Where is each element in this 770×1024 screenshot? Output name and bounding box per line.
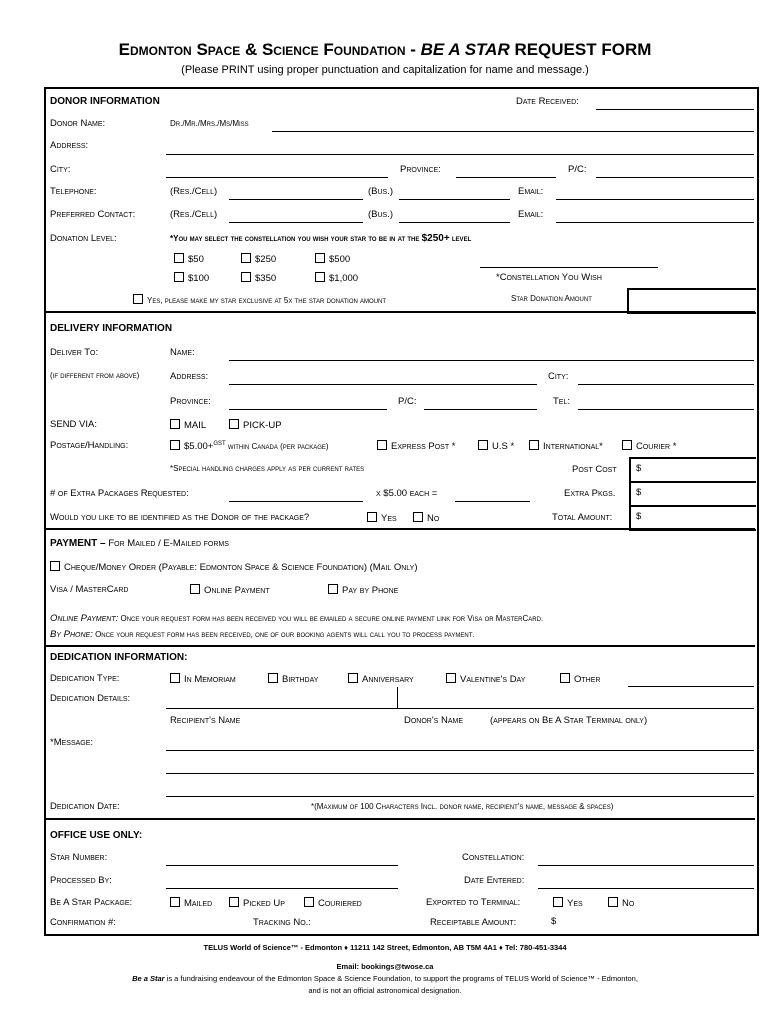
- footer-be-a-star: Be a Star: [132, 974, 165, 983]
- res-cell-field[interactable]: [229, 199, 363, 200]
- international-label: International*: [543, 441, 603, 452]
- message-line-2[interactable]: [166, 773, 754, 774]
- footer-disclaimer: [0, 974, 770, 983]
- yes-label: Yes: [381, 513, 397, 524]
- page-title: [0, 40, 770, 60]
- delivery-name-field[interactable]: [229, 360, 754, 361]
- checkbox-icon[interactable]: [174, 272, 184, 282]
- online-payment-option[interactable]: [190, 584, 270, 596]
- constellation-level: level: [449, 234, 472, 243]
- donation-level-label: Donation Level:: [50, 233, 117, 244]
- delivery-city-field[interactable]: [578, 384, 754, 385]
- star-donation-amount-label: Star Donation Amount: [511, 294, 592, 303]
- exported-yes-option[interactable]: [553, 897, 583, 909]
- deliver-to-label: Deliver To:: [50, 347, 99, 358]
- couriered-option[interactable]: [304, 897, 362, 909]
- extra-pkgs-dollar: $: [636, 487, 642, 498]
- delivery-tel-label: Tel:: [553, 396, 571, 407]
- phone-note-text: Once your request form has been received, one of our booking agents will call you to process payment.: [92, 630, 475, 639]
- if-different-label: (if different from above): [50, 371, 140, 380]
- pc-label: P/C:: [568, 164, 587, 175]
- dedication-details-label: Dedication Details:: [50, 693, 131, 704]
- footer-fundraising: is a fundraising endeavour of the Edmonton Space & Science Foundation, to support the programs of TELUS World of Science™ - Edmonton,: [164, 974, 638, 983]
- couriered-label: Couriered: [318, 898, 362, 909]
- constellation-amount: $250+: [421, 233, 450, 244]
- express-label: Express Post *: [391, 441, 456, 452]
- checkbox-icon[interactable]: [190, 584, 200, 594]
- special-handling-note: *Special handling charges apply as per current rates: [170, 464, 365, 473]
- online-note-text: Once your request form has been received you will be emailed a secure online payment link for Visa or MasterCard.: [118, 614, 544, 623]
- date-entered-label: Date Entered:: [464, 875, 525, 886]
- checkbox-icon[interactable]: [133, 294, 143, 304]
- receiptable-label: Receiptable Amount:: [430, 917, 517, 928]
- checkbox-icon[interactable]: [315, 272, 325, 282]
- extra-packages-field[interactable]: [229, 501, 363, 502]
- recipient-name-label: Recipient's Name: [170, 715, 241, 726]
- canada-price: $5.00+: [184, 441, 214, 452]
- donor-titles: Dr./Mr./Mrs./Ms/Miss: [170, 119, 249, 128]
- other-field[interactable]: [628, 686, 754, 687]
- amount-100[interactable]: [174, 272, 209, 284]
- online-note-label: Online Payment:: [50, 613, 119, 624]
- mail-label: MAIL: [184, 420, 207, 431]
- checkbox-icon[interactable]: [622, 440, 632, 450]
- section-divider: [44, 645, 755, 647]
- post-cost-field[interactable]: [629, 457, 756, 483]
- checkbox-icon[interactable]: [328, 584, 338, 594]
- identified-yes-option[interactable]: [367, 512, 397, 524]
- phone-payment-note: [50, 629, 475, 640]
- in-memoriam-option[interactable]: [170, 673, 236, 685]
- constellation-note: [170, 233, 471, 244]
- delivery-pc-field[interactable]: [424, 409, 537, 410]
- footer-address: TELUS World of Science™ - Edmonton ♦ 11211 142 Street, Edmonton, AB T5M 4A1 ♦ Tel: 780-451-3344: [203, 943, 567, 952]
- checkbox-icon[interactable]: [446, 673, 456, 683]
- date-received-field[interactable]: [596, 109, 754, 110]
- title-rest: REQUEST FORM: [509, 40, 652, 59]
- amount-1000[interactable]: [315, 272, 358, 284]
- gst-label: GST: [213, 440, 226, 447]
- checkbox-icon[interactable]: [348, 673, 358, 683]
- canada-text: within Canada (per package): [225, 442, 329, 451]
- confirmation-label: Confirmation #:: [50, 917, 116, 928]
- constellation-wish-label: *Constellation You Wish: [496, 272, 602, 283]
- footer-email: Email: bookings@twose.ca: [336, 962, 434, 971]
- delivery-province-field[interactable]: [229, 409, 387, 410]
- amount-label: $50: [188, 254, 204, 265]
- star-number-label: Star Number:: [50, 852, 108, 863]
- office-heading: OFFICE USE ONLY:: [50, 830, 143, 841]
- delivery-heading: DELIVERY INFORMATION: [50, 323, 173, 334]
- province-label: Province:: [400, 164, 441, 175]
- constellation-wish-field[interactable]: [480, 267, 658, 268]
- courier-label: Courier *: [636, 441, 677, 452]
- delivery-city-label: City:: [548, 371, 569, 382]
- delivery-pc-label: P/C:: [398, 396, 417, 407]
- cheque-label: Cheque/Money Order (Payable: Edmonton Space & Science Foundation) (Mail Only): [64, 562, 418, 573]
- checkbox-icon[interactable]: [50, 561, 60, 571]
- details-divider: [397, 687, 398, 708]
- dedication-date-label: Dedication Date:: [50, 801, 120, 812]
- checkbox-icon[interactable]: [304, 897, 314, 907]
- identified-no-option[interactable]: [413, 512, 439, 524]
- city-field[interactable]: [166, 177, 388, 178]
- postage-us-option[interactable]: [478, 440, 514, 452]
- postage-express-option[interactable]: [377, 440, 455, 452]
- amount-500[interactable]: [315, 253, 350, 265]
- donors-name-label: Donor's Name: [404, 715, 464, 726]
- delivery-address-label: Address:: [170, 371, 209, 382]
- checkbox-icon[interactable]: [413, 512, 423, 522]
- total-amount-dollar: $: [636, 511, 642, 522]
- extra-pkgs-label: Extra Pkgs.: [564, 488, 616, 499]
- dedication-heading: DEDICATION INFORMATION:: [50, 652, 188, 663]
- send-mail-option[interactable]: [170, 419, 206, 431]
- receiptable-dollar: $: [551, 916, 557, 927]
- exclusive-option[interactable]: [133, 294, 386, 305]
- donor-heading: DONOR INFORMATION: [50, 96, 160, 107]
- delivery-address-field[interactable]: [229, 384, 537, 385]
- post-cost-label: Post Cost: [572, 464, 617, 475]
- identified-question: Would you like to be identified as the Donor of the package?: [50, 512, 310, 523]
- extra-pkgs-field[interactable]: [629, 481, 756, 507]
- checkbox-icon[interactable]: [377, 440, 387, 450]
- section-divider: [44, 311, 755, 313]
- bus-label: (Bus.): [368, 186, 394, 197]
- preferred-res-label: (Res./Cell): [170, 209, 218, 220]
- other-option[interactable]: [560, 673, 600, 685]
- donor-name-field[interactable]: [272, 131, 754, 132]
- address-field-1[interactable]: [166, 154, 754, 155]
- valentines-option[interactable]: [446, 673, 525, 685]
- donor-name-label: Donor Name:: [50, 118, 106, 129]
- processed-by-label: Processed By:: [50, 875, 112, 886]
- send-pickup-option[interactable]: [229, 419, 282, 431]
- footer-not-official: and is not an official astronomical designation.: [308, 986, 462, 995]
- phone-note-label: By Phone:: [50, 629, 93, 640]
- preferred-res-field[interactable]: [229, 222, 363, 223]
- bus-field[interactable]: [399, 199, 510, 200]
- amount-250[interactable]: [241, 253, 276, 265]
- appears-note: (appears on Be A Star Terminal only): [490, 715, 648, 726]
- dedication-type-label: Dedication Type:: [50, 673, 120, 684]
- recipient-name-field[interactable]: [166, 708, 754, 709]
- no-label: No: [427, 513, 440, 524]
- checkbox-icon[interactable]: [170, 419, 180, 429]
- title-italic: BE A STAR: [420, 40, 510, 59]
- valentines-label: Valentine's Day: [460, 674, 526, 685]
- pickup-label: PICK-UP: [243, 420, 282, 431]
- delivery-tel-field[interactable]: [578, 409, 754, 410]
- in-memoriam-label: In Memoriam: [184, 674, 236, 685]
- checkbox-icon[interactable]: [229, 897, 239, 907]
- address-label: Address:: [50, 140, 89, 151]
- cheque-option[interactable]: [50, 561, 418, 573]
- us-label: U.S *: [492, 441, 515, 452]
- email-label: Email:: [518, 186, 544, 197]
- exported-yes-label: Yes: [567, 898, 583, 909]
- send-via-label: SEND VIA:: [50, 419, 97, 430]
- message-label: *Message:: [50, 737, 94, 748]
- checkbox-icon[interactable]: [608, 897, 618, 907]
- date-entered-field[interactable]: [538, 888, 754, 889]
- section-divider: [44, 528, 755, 530]
- checkbox-icon[interactable]: [478, 440, 488, 450]
- section-divider: [44, 818, 755, 820]
- each-label: x $5.00 each =: [376, 488, 438, 499]
- page-subtitle: (Please PRINT using proper punctuation and capitalization for name and message.): [181, 64, 589, 76]
- checkbox-icon[interactable]: [241, 272, 251, 282]
- date-received-label: Date Received:: [516, 96, 579, 107]
- email-field[interactable]: [556, 199, 754, 200]
- post-cost-dollar: $: [636, 463, 642, 474]
- checkbox-icon[interactable]: [229, 419, 239, 429]
- city-label: City:: [50, 164, 71, 175]
- exported-no-label: No: [622, 898, 635, 909]
- message-line-3[interactable]: [166, 796, 754, 797]
- birthday-option[interactable]: [268, 673, 318, 685]
- package-label: Be A Star Package:: [50, 897, 133, 908]
- picked-up-option[interactable]: [229, 897, 285, 909]
- checkbox-icon[interactable]: [367, 512, 377, 522]
- phone-payment-option[interactable]: [328, 584, 398, 596]
- visa-label: Visa / MasterCard: [50, 584, 129, 595]
- telephone-label: Telephone:: [50, 186, 97, 197]
- message-line-1[interactable]: [166, 750, 754, 751]
- delivery-name-label: Name:: [170, 347, 195, 358]
- amount-label: $100: [188, 273, 210, 284]
- max-characters-note: *(Maximum of 100 Characters Incl. donor name, recipient's name, message & spaces): [311, 802, 614, 811]
- other-label: Other: [574, 674, 601, 685]
- checkbox-icon[interactable]: [315, 253, 325, 263]
- each-total-field[interactable]: [455, 501, 530, 502]
- constellation-field[interactable]: [538, 865, 754, 866]
- amount-50[interactable]: [174, 253, 204, 265]
- amount-label: $250: [255, 254, 277, 265]
- checkbox-icon[interactable]: [174, 253, 184, 263]
- postage-international-option[interactable]: [529, 440, 603, 452]
- picked-up-label: Picked Up: [243, 898, 285, 909]
- amount-label: $350: [255, 273, 277, 284]
- checkbox-icon[interactable]: [268, 673, 278, 683]
- mailed-option[interactable]: [170, 897, 212, 909]
- anniversary-label: Anniversary: [362, 674, 414, 685]
- constellation-note-text: *You may select the constellation you wish your star to be in at the: [170, 234, 422, 243]
- postage-label: Postage/Handling:: [50, 440, 129, 451]
- delivery-province-label: Province:: [170, 396, 211, 407]
- online-payment-note: [50, 613, 543, 624]
- checkbox-icon[interactable]: [241, 253, 251, 263]
- preferred-bus-field[interactable]: [399, 222, 510, 223]
- amount-350[interactable]: [241, 272, 276, 284]
- exported-no-option[interactable]: [608, 897, 634, 909]
- payment-heading-sub: For Mailed / E-Mailed forms: [108, 538, 229, 549]
- total-amount-label: Total Amount:: [552, 512, 613, 523]
- payment-heading-bold: PAYMENT –: [50, 538, 109, 549]
- amount-label: $500: [329, 254, 351, 265]
- payment-heading: [50, 538, 229, 549]
- province-field[interactable]: [456, 177, 556, 178]
- checkbox-icon[interactable]: [170, 440, 180, 450]
- star-number-field[interactable]: [166, 865, 398, 866]
- birthday-label: Birthday: [282, 674, 319, 685]
- constellation-label: Constellation:: [462, 852, 525, 863]
- exclusive-label: Yes, please make my star exclusive at 5x the star donation amount: [147, 296, 387, 305]
- postage-canada-option[interactable]: [170, 440, 329, 452]
- mailed-label: Mailed: [184, 898, 213, 909]
- exported-label: Exported to Terminal:: [426, 897, 521, 908]
- extra-packages-label: # of Extra Packages Requested:: [50, 488, 189, 499]
- phone-label: Pay by Phone: [342, 585, 399, 596]
- checkbox-icon[interactable]: [560, 673, 570, 683]
- preferred-contact-label: Preferred Contact:: [50, 209, 136, 220]
- online-label: Online Payment: [204, 585, 270, 596]
- amount-label: $1,000: [329, 273, 359, 284]
- org-title: Edmonton Space & Science Foundation -: [118, 40, 421, 59]
- checkbox-icon[interactable]: [170, 897, 180, 907]
- processed-by-field[interactable]: [166, 888, 398, 889]
- preferred-bus-label: (Bus.): [368, 209, 394, 220]
- pc-field[interactable]: [596, 177, 754, 178]
- checkbox-icon[interactable]: [170, 673, 180, 683]
- tracking-label: Tracking No.:: [253, 917, 311, 928]
- res-cell-label: (Res./Cell): [170, 186, 218, 197]
- postage-courier-option[interactable]: [622, 440, 676, 452]
- preferred-email-label: Email:: [518, 209, 544, 220]
- checkbox-icon[interactable]: [553, 897, 563, 907]
- preferred-email-field[interactable]: [556, 222, 754, 223]
- checkbox-icon[interactable]: [529, 440, 539, 450]
- anniversary-option[interactable]: [348, 673, 414, 685]
